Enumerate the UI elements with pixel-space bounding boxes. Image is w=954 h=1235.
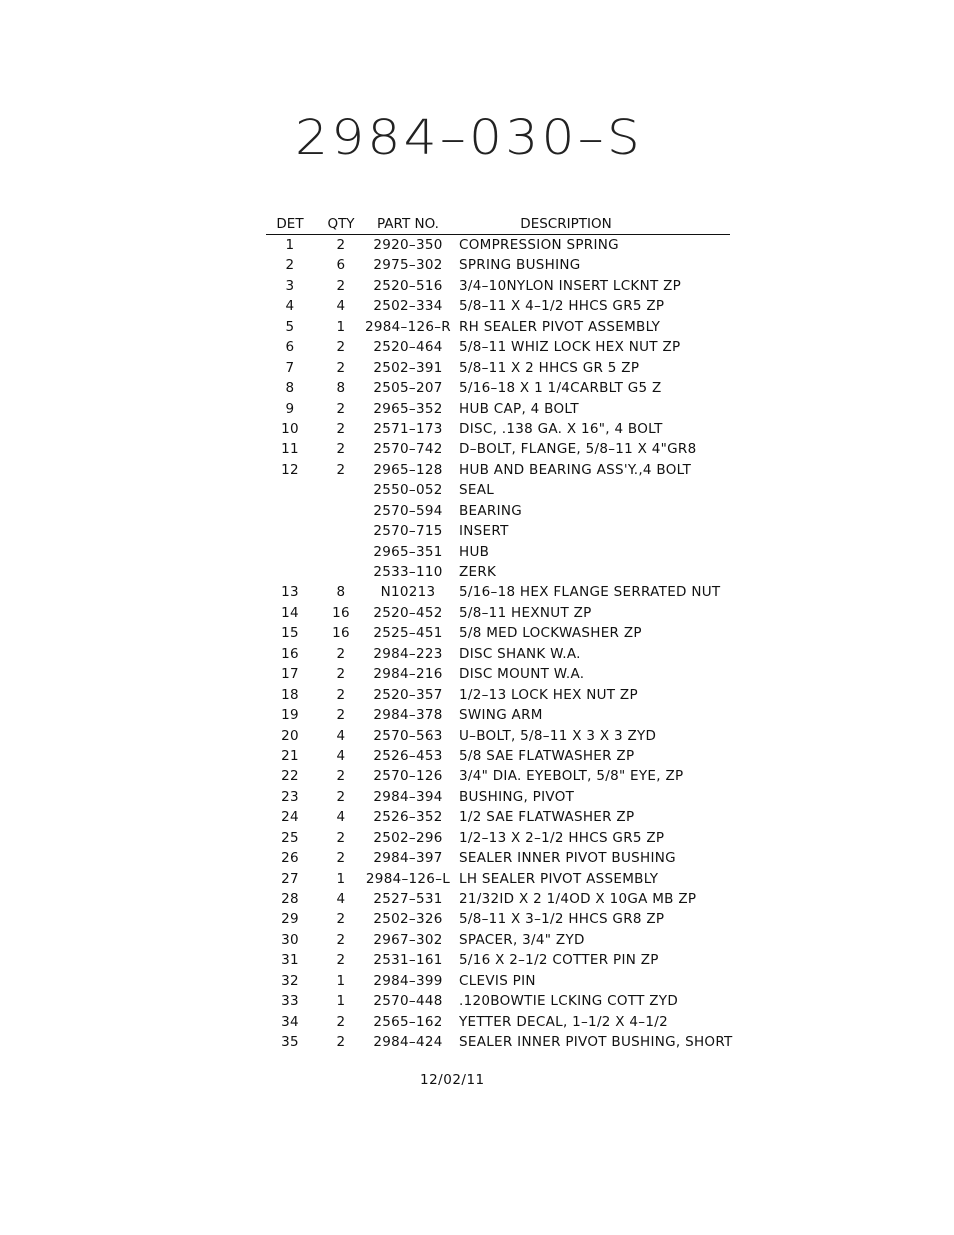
- row-description: YETTER DECAL, 1–1/2 X 4–1/2: [459, 1013, 668, 1030]
- row-qty: 1: [336, 318, 346, 335]
- row-qty: 2: [336, 666, 346, 683]
- row-qty: 2: [336, 850, 346, 867]
- row-qty: 2: [336, 237, 346, 253]
- row-det: 18: [281, 686, 299, 703]
- row-part-no: 2570–742: [373, 441, 443, 458]
- row-description: U–BOLT, 5/8–11 X 3 X 3 ZYD: [459, 727, 657, 744]
- row-qty: 2: [336, 952, 346, 969]
- table-row: [266, 766, 730, 786]
- row-description: 5/8–11 WHIZ LOCK HEX NUT ZP: [459, 339, 681, 356]
- row-qty: 4: [336, 298, 346, 315]
- table-row: [266, 276, 730, 296]
- table-row: [266, 909, 730, 929]
- table-row: [266, 1012, 730, 1032]
- row-part-no: 2526–352: [373, 809, 443, 826]
- row-description: BUSHING, PIVOT: [459, 788, 575, 805]
- row-qty: 2: [336, 277, 346, 294]
- header-part-no: PART NO.: [377, 216, 439, 232]
- row-det: 13: [281, 584, 299, 601]
- row-part-no: 2570–448: [373, 993, 443, 1010]
- row-part-no: 2570–563: [373, 727, 443, 744]
- table-row: [266, 562, 730, 582]
- header-description: DESCRIPTION: [520, 216, 612, 232]
- row-part-no: 2984–424: [373, 1034, 443, 1051]
- row-qty: 2: [336, 400, 346, 417]
- table-row: [266, 480, 730, 500]
- table-row: [266, 542, 730, 562]
- table-row: [266, 664, 730, 684]
- row-det: 12: [281, 461, 299, 478]
- row-qty: 16: [332, 625, 350, 642]
- row-description: ZERK: [459, 564, 497, 580]
- row-qty: 1: [336, 972, 346, 989]
- row-det: 3: [285, 277, 295, 294]
- row-description: 3/4–10NYLON INSERT LCKNT ZP: [459, 277, 682, 294]
- row-qty: 4: [336, 809, 346, 826]
- row-det: 6: [285, 339, 295, 356]
- row-description: D–BOLT, FLANGE, 5/8–11 X 4"GR8: [459, 441, 697, 458]
- row-part-no: 2550–052: [373, 482, 443, 499]
- row-det: 24: [281, 809, 299, 826]
- row-description: 21/32ID X 2 1/4OD X 10GA MB ZP: [459, 891, 697, 907]
- row-qty: 4: [336, 747, 346, 764]
- row-part-no: 2965–351: [373, 543, 443, 560]
- header-det: DET: [276, 216, 304, 232]
- row-part-no: 2502–296: [373, 829, 443, 846]
- table-row: [266, 807, 730, 827]
- row-det: 34: [281, 1013, 299, 1030]
- row-description: DISC, .138 GA. X 16", 4 BOLT: [459, 420, 663, 437]
- parts-table: [266, 214, 733, 1053]
- row-description: INSERT: [459, 523, 509, 540]
- row-qty: 6: [336, 257, 346, 274]
- row-description: COMPRESSION SPRING: [459, 237, 619, 253]
- row-part-no: 2565–162: [373, 1013, 443, 1030]
- row-description: SPACER, 3/4" ZYD: [459, 931, 585, 948]
- table-row: [266, 991, 730, 1011]
- row-det: 31: [281, 952, 299, 969]
- row-description: 5/8 MED LOCKWASHER ZP: [459, 625, 642, 642]
- row-det: 20: [281, 727, 299, 744]
- row-description: SEAL: [459, 482, 495, 499]
- row-qty: 2: [336, 911, 346, 928]
- row-qty: 8: [336, 584, 346, 601]
- row-part-no: 2502–391: [373, 359, 443, 376]
- table-row: [266, 419, 730, 439]
- row-description: 5/16–18 HEX FLANGE SERRATED NUT: [459, 584, 721, 601]
- row-det: 10: [281, 420, 299, 437]
- row-part-no: 2984–397: [373, 850, 443, 867]
- row-part-no: 2570–126: [373, 768, 443, 785]
- table-row: [266, 521, 730, 541]
- row-description: SEALER INNER PIVOT BUSHING, SHORT: [459, 1034, 733, 1051]
- row-qty: 2: [336, 1013, 346, 1030]
- table-row: [266, 358, 730, 378]
- row-qty: 2: [336, 441, 346, 458]
- row-description: 3/4" DIA. EYEBOLT, 5/8" EYE, ZP: [459, 768, 684, 785]
- table-row: [266, 317, 730, 337]
- row-description: 1/2–13 LOCK HEX NUT ZP: [459, 686, 638, 703]
- row-det: 27: [281, 870, 299, 887]
- row-det: 16: [281, 645, 299, 662]
- row-det: 11: [281, 441, 299, 458]
- row-description: HUB: [459, 543, 490, 560]
- table-row: [266, 705, 730, 725]
- table-row: [266, 787, 730, 807]
- row-det: 32: [281, 972, 299, 989]
- table-row: [266, 235, 730, 255]
- row-part-no: 2967–302: [373, 931, 443, 948]
- table-row: [266, 582, 730, 602]
- row-part-no: 2984–126–R: [364, 318, 451, 335]
- table-row: [266, 296, 730, 316]
- row-part-no: 2984–378: [373, 707, 443, 724]
- revision-date: 12/02/11: [420, 1072, 485, 1088]
- row-part-no: 2526–453: [373, 747, 443, 764]
- row-part-no: 2520–452: [373, 604, 443, 621]
- row-qty: 1: [336, 993, 346, 1010]
- header-qty: QTY: [327, 216, 355, 232]
- table-row: [266, 889, 730, 909]
- row-description: 5/8–11 X 3–1/2 HHCS GR8 ZP: [459, 911, 665, 928]
- table-row: [266, 828, 730, 848]
- row-part-no: 2531–161: [373, 952, 443, 969]
- row-part-no: 2920–350: [373, 237, 443, 253]
- row-det: 19: [281, 707, 299, 724]
- row-part-no: 2520–357: [373, 686, 443, 703]
- table-row: [266, 501, 730, 521]
- table-row: [266, 255, 730, 275]
- row-part-no: 2984–126–L: [365, 870, 451, 887]
- row-det: 9: [285, 400, 295, 417]
- row-det: 29: [281, 911, 299, 928]
- row-part-no: 2965–352: [373, 400, 443, 417]
- row-description: LH SEALER PIVOT ASSEMBLY: [459, 870, 659, 887]
- table-row: [266, 623, 730, 643]
- table-row: [266, 726, 730, 746]
- row-qty: 2: [336, 461, 346, 478]
- row-det: 23: [281, 788, 299, 805]
- table-row: [266, 848, 730, 868]
- page-title: 2984–030–S: [294, 110, 644, 166]
- table-row: [266, 746, 730, 766]
- row-description: 5/8–11 X 4–1/2 HHCS GR5 ZP: [459, 298, 665, 315]
- row-part-no: 2502–334: [373, 298, 443, 315]
- row-qty: 16: [332, 604, 350, 621]
- row-part-no: 2533–110: [373, 564, 443, 580]
- table-row: [266, 337, 730, 357]
- row-det: 7: [285, 359, 295, 376]
- row-det: 14: [281, 604, 299, 621]
- row-qty: 2: [336, 339, 346, 356]
- row-det: 30: [281, 931, 299, 948]
- row-det: 17: [281, 666, 299, 683]
- table-row: [266, 869, 730, 889]
- row-description: 1/2–13 X 2–1/2 HHCS GR5 ZP: [459, 829, 665, 846]
- row-description: BEARING: [459, 502, 523, 519]
- row-description: HUB CAP, 4 BOLT: [459, 400, 579, 417]
- row-part-no: 2502–326: [373, 911, 443, 928]
- row-description: SPRING BUSHING: [459, 257, 581, 274]
- row-part-no: 2505–207: [373, 380, 443, 397]
- table-row: [266, 685, 730, 705]
- row-part-no: 2525–451: [373, 625, 443, 642]
- row-qty: 8: [336, 380, 346, 397]
- row-description: CLEVIS PIN: [459, 972, 536, 989]
- row-det: 1: [285, 237, 295, 253]
- row-part-no: N10213: [380, 584, 436, 601]
- row-det: 35: [281, 1034, 299, 1051]
- row-qty: 2: [336, 359, 346, 376]
- row-part-no: 2570–715: [373, 523, 443, 540]
- row-det: 26: [281, 850, 299, 867]
- table-row: [266, 644, 730, 664]
- row-part-no: 2570–594: [373, 502, 443, 519]
- table-row: [266, 399, 730, 419]
- row-det: 28: [281, 891, 299, 907]
- row-qty: 2: [336, 686, 346, 703]
- row-part-no: 2520–516: [373, 277, 443, 294]
- row-qty: 1: [336, 870, 346, 887]
- table-row: [266, 950, 730, 970]
- row-description: DISC SHANK W.A.: [459, 645, 581, 662]
- row-qty: 2: [336, 931, 346, 948]
- row-part-no: 2520–464: [373, 339, 443, 356]
- row-description: SEALER INNER PIVOT BUSHING: [459, 850, 676, 867]
- row-det: 33: [281, 993, 299, 1010]
- row-det: 5: [285, 318, 295, 335]
- row-description: HUB AND BEARING ASS'Y.,4 BOLT: [459, 461, 692, 478]
- table-header: [266, 214, 730, 235]
- table-row: [266, 378, 730, 398]
- row-description: 5/16–18 X 1 1/4CARBLT G5 Z: [459, 380, 662, 397]
- row-qty: 4: [336, 891, 346, 907]
- row-part-no: 2965–128: [373, 461, 443, 478]
- table-row: [266, 460, 730, 480]
- row-part-no: 2984–399: [373, 972, 443, 989]
- row-description: SWING ARM: [459, 707, 543, 724]
- row-part-no: 2571–173: [373, 420, 443, 437]
- row-qty: 2: [336, 645, 346, 662]
- row-part-no: 2984–394: [373, 788, 443, 805]
- row-qty: 2: [336, 420, 346, 437]
- row-qty: 2: [336, 1034, 346, 1051]
- row-det: 21: [281, 747, 299, 764]
- row-description: DISC MOUNT W.A.: [459, 666, 585, 683]
- row-qty: 2: [336, 788, 346, 805]
- table-row: [266, 1032, 733, 1052]
- row-part-no: 2975–302: [373, 257, 443, 274]
- row-part-no: 2984–216: [373, 666, 443, 683]
- table-row: [266, 603, 730, 623]
- table-body: [266, 235, 733, 1053]
- row-part-no: 2527–531: [373, 891, 443, 907]
- row-description: 1/2 SAE FLATWASHER ZP: [459, 809, 635, 826]
- row-det: 8: [285, 380, 295, 397]
- row-det: 2: [285, 257, 295, 274]
- row-description: RH SEALER PIVOT ASSEMBLY: [459, 318, 661, 335]
- row-qty: 2: [336, 829, 346, 846]
- row-det: 25: [281, 829, 299, 846]
- table-row: [266, 930, 730, 950]
- row-description: 5/8–11 HEXNUT ZP: [459, 604, 592, 621]
- row-qty: 2: [336, 707, 346, 724]
- row-description: 5/16 X 2–1/2 COTTER PIN ZP: [459, 952, 659, 969]
- table-row: [266, 439, 730, 459]
- row-qty: 4: [336, 727, 346, 744]
- row-description: .120BOWTIE LCKING COTT ZYD: [459, 993, 679, 1010]
- row-det: 4: [285, 298, 295, 315]
- row-det: 22: [281, 768, 299, 785]
- row-part-no: 2984–223: [373, 645, 443, 662]
- row-description: 5/8 SAE FLATWASHER ZP: [459, 747, 635, 764]
- row-description: 5/8–11 X 2 HHCS GR 5 ZP: [459, 359, 640, 376]
- row-qty: 2: [336, 768, 346, 785]
- row-det: 15: [281, 625, 299, 642]
- table-row: [266, 971, 730, 991]
